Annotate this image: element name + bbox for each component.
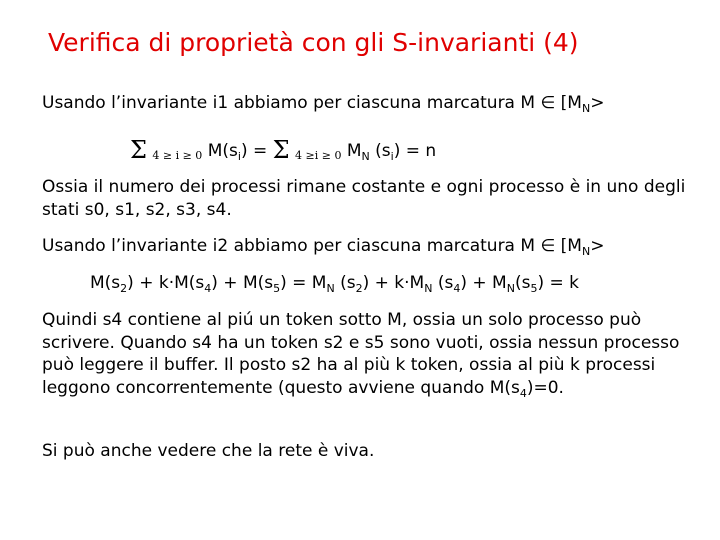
formula-i1-term2-sub: N — [361, 150, 370, 163]
formula-i2-sub: N — [326, 282, 335, 295]
formula-i2-sub: 2 — [120, 282, 128, 295]
sigma-symbol-2: Σ — [272, 136, 290, 164]
paragraph-net-live: Si può anche vedere che la rete è viva. — [42, 441, 375, 461]
formula-i2-part: ) + M — [460, 273, 507, 293]
slide-title: Verifica di proprietà con gli S-invarianti (4) — [48, 28, 579, 57]
formula-i2-part: ) = M — [280, 273, 327, 293]
formula-i2-sub: N — [424, 282, 433, 295]
formula-i2-sub: N — [506, 282, 515, 295]
formula-i2-sub: 4 — [453, 282, 461, 295]
formula-i1 — [130, 136, 437, 168]
invariant-i2-intro-text: Usando l’invariante i2 abbiamo per ciascuna marcatura M ∈ [M — [42, 236, 582, 256]
formula-i1-term1: M(s — [202, 141, 238, 161]
paragraph-token-analysis — [42, 309, 692, 405]
invariant-i1-intro-text: Usando l’invariante i1 abbiamo per ciascuna marcatura M ∈ [M — [42, 93, 582, 113]
formula-i1-term1-sub: i — [237, 150, 241, 163]
sum-range-2: 4 ≥i ≥ 0 — [295, 149, 342, 162]
marking-close-2: > — [590, 236, 605, 256]
formula-i2-part: (s — [334, 273, 356, 293]
formula-i2-part: ) + M(s — [211, 273, 274, 293]
formula-i2-part: ) = k — [537, 273, 579, 293]
marking-subscript-2: N — [581, 245, 591, 258]
paragraph-token-analysis-sub: 4 — [519, 386, 527, 400]
formula-i2 — [90, 272, 579, 300]
formula-i1-term2-mid: (s — [369, 141, 391, 161]
formula-i2-part: M(s — [90, 273, 121, 293]
formula-i2-part: (s — [514, 273, 531, 293]
formula-i1-term2-close: ) = n — [393, 141, 437, 161]
marking-subscript: N — [581, 102, 591, 115]
formula-i2-part: ) + k·M(s — [127, 273, 205, 293]
formula-i2-sub: 2 — [355, 282, 363, 295]
sum-range-1: 4 ≥ i ≥ 0 — [152, 149, 203, 162]
paragraph-token-analysis-text: Quindi s4 contiene al piú un token sotto M, ossia un solo processo può scrivere. Quando s4 ha un token s2 e s5 sono vuoti, ossia nessun processo può leggere il buffer. Il posto s2 ha al più k token, ossia al più k processi leggono concorrentemente (questo avviene quando M(s — [42, 310, 680, 398]
paragraph-processes-constant: Ossia il numero dei processi rimane costante e ogni processo è in uno degli stati s0, s1, s2, s3, s4. — [42, 177, 686, 220]
formula-i2-sub: 4 — [204, 282, 212, 295]
formula-i2-part: ) + k·M — [362, 273, 425, 293]
sigma-symbol-1: Σ — [130, 136, 147, 164]
invariant-i2-intro — [42, 235, 604, 263]
formula-i1-term2: M — [341, 141, 362, 161]
marking-close: > — [590, 93, 605, 113]
paragraph-token-analysis-tail: )=0. — [526, 377, 564, 398]
formula-i2-sub: 5 — [530, 282, 538, 295]
formula-i1-term2-sub2: i — [390, 150, 394, 163]
formula-i2-sub: 5 — [273, 282, 281, 295]
formula-i1-term1-close: ) = — [240, 141, 273, 161]
invariant-i1-intro — [42, 92, 604, 120]
formula-i2-part: (s — [432, 273, 454, 293]
